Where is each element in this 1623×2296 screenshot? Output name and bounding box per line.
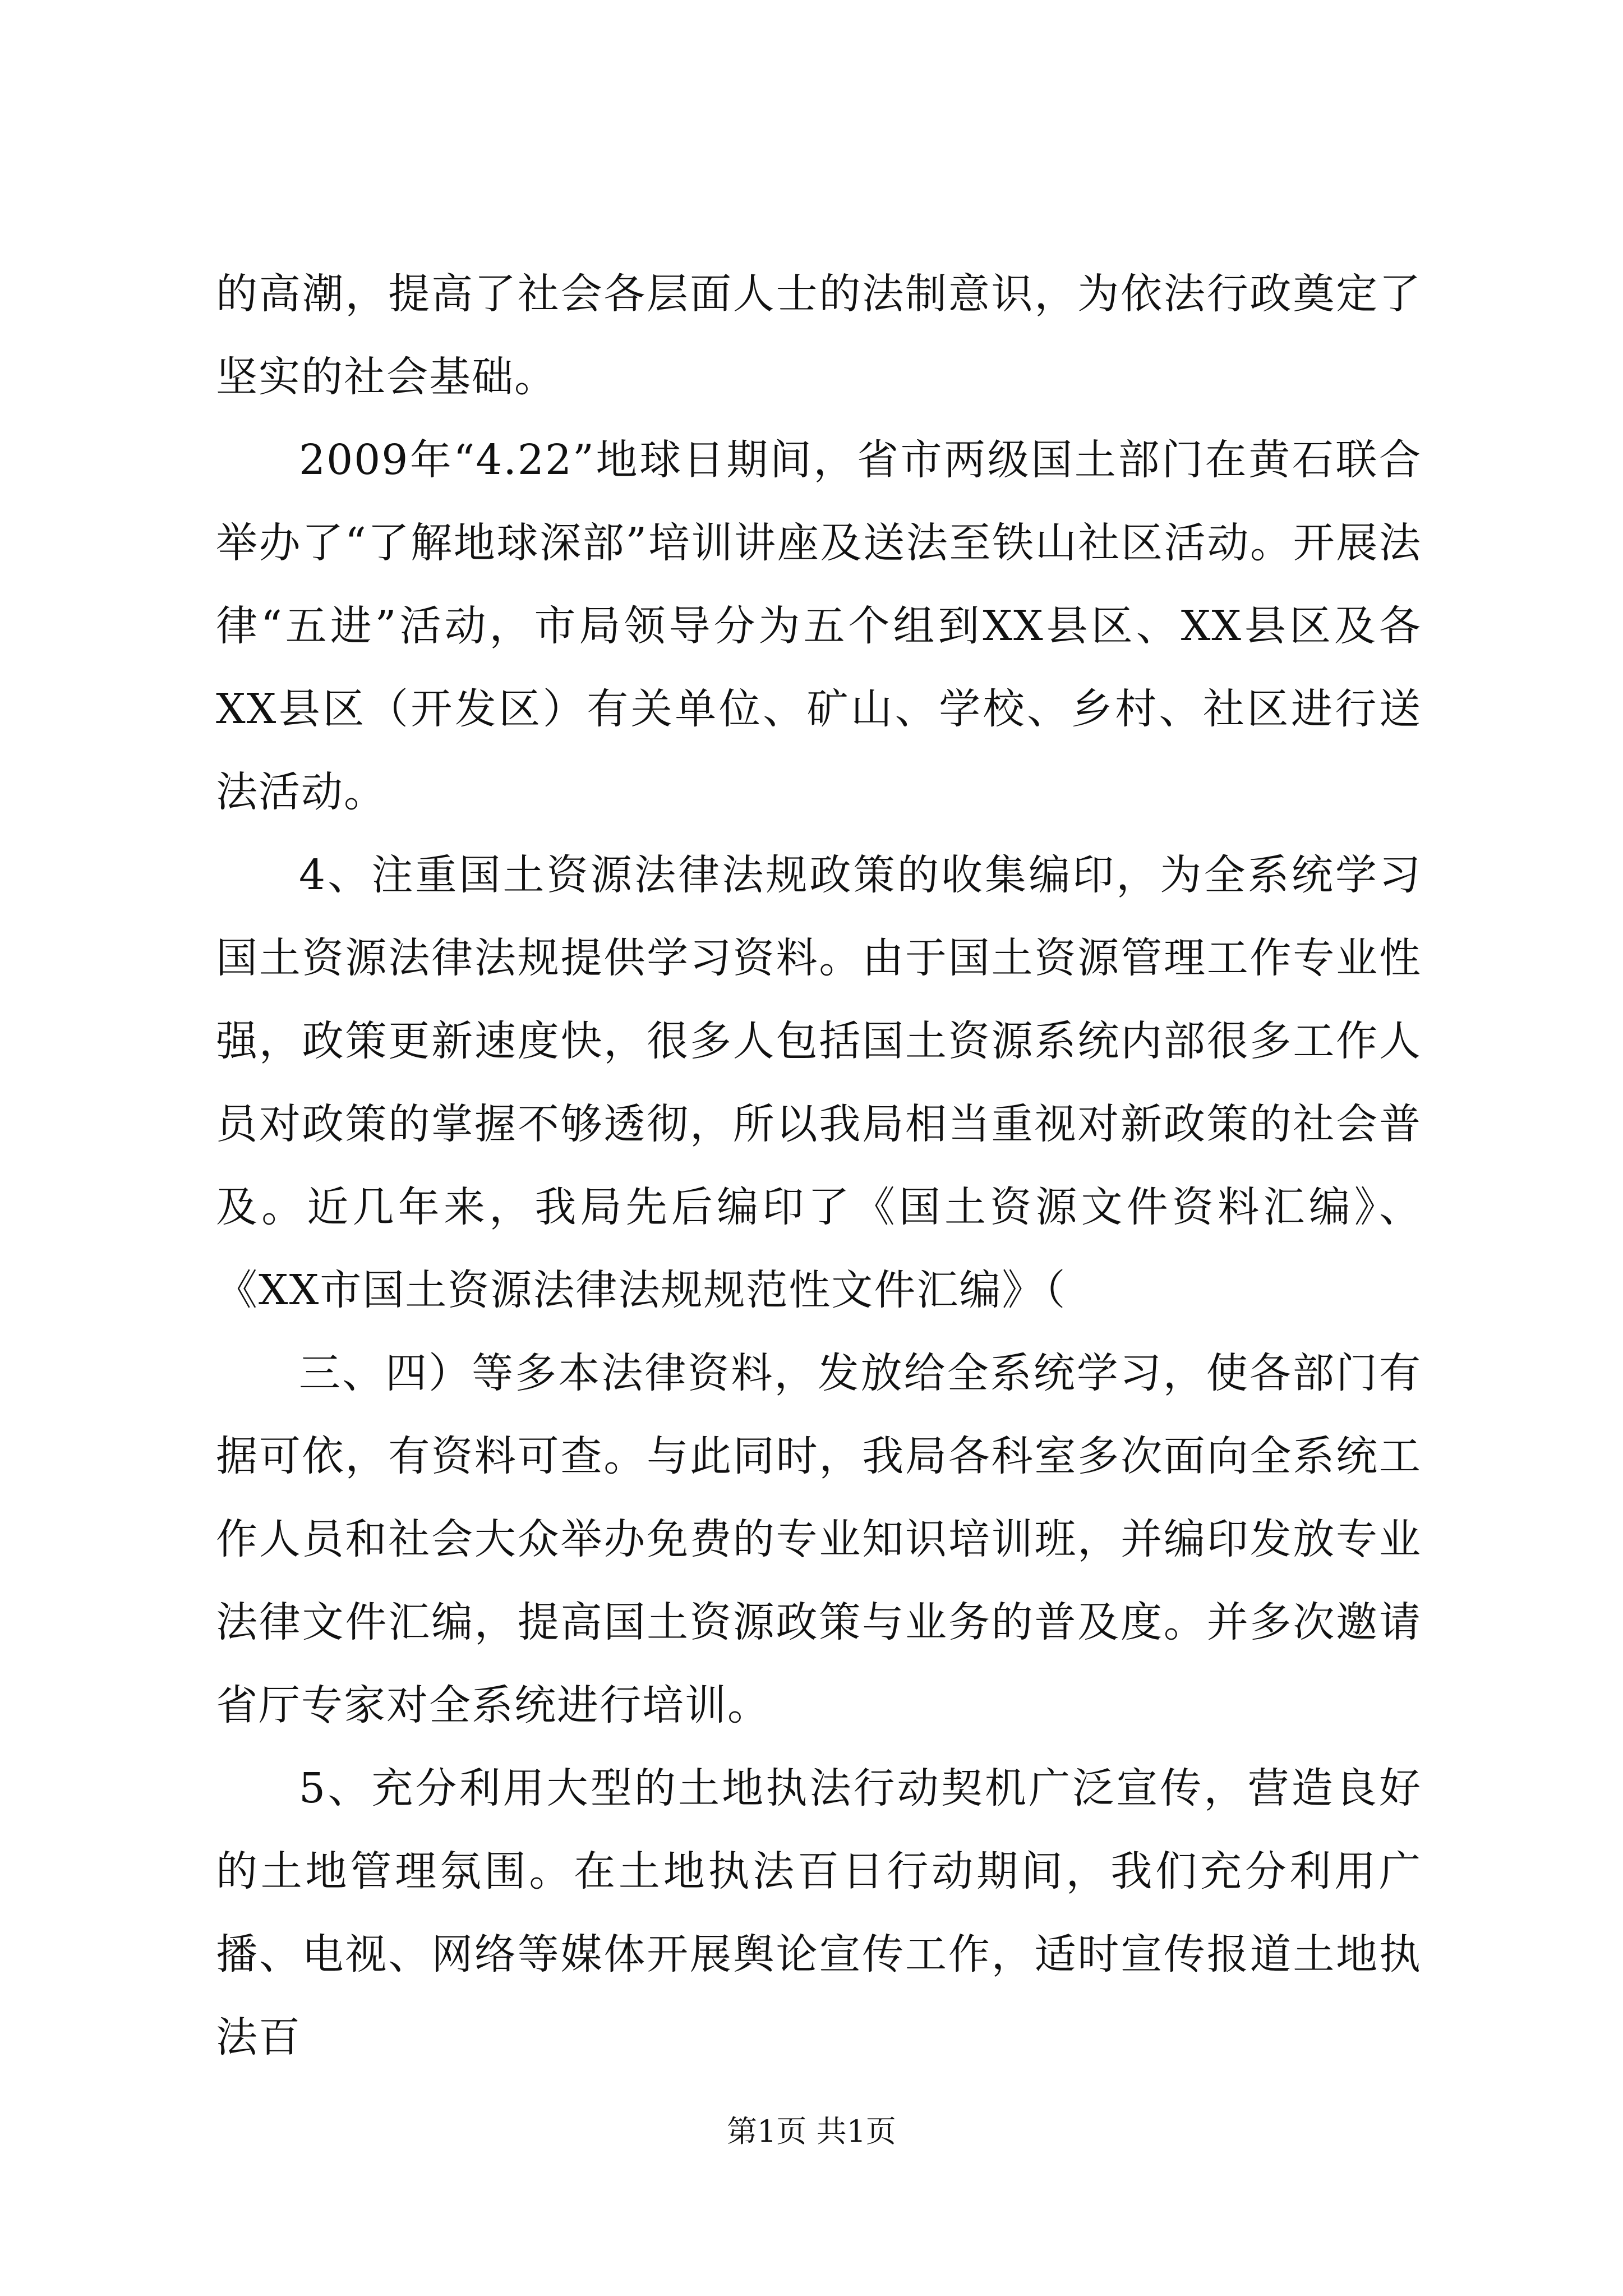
paragraph-4: 三、四）等多本法律资料，发放给全系统学习，使各部门有据可依，有资料可查。与此同时，我局各科室多次面向全系统工作人员和社会大众举办免费的专业知识培训班，并编印发放专业法律文件汇编，提高国土资源政策与业务的普及度。并多次邀请省厅专家对全系统进行培训。: [216, 1349, 1422, 1729]
document-body: [216, 252, 1422, 2079]
paragraph-1: 的高潮，提高了社会各层面人士的法制意识，为依法行政奠定了坚实的社会基础。: [216, 270, 1422, 401]
paragraph-3: 4、注重国土资源法律法规政策的收集编印，为全系统学习国土资源法律法规提供学习资料。由于国土资源管理工作专业性强，政策更新速度快，很多人包括国土资源系统内部很多工作人员对政策的掌握不够透彻，所以我局相当重视对新政策的社会普及。近几年来，我局先后编印了《国土资源文件资料汇编》、《XX市国土资源法律法规规范性文件汇编》（: [216, 851, 1422, 1314]
paragraph-2: 2009年“4.22”地球日期间，省市两级国土部门在黄石联合举办了“了解地球深部”培训讲座及送法至铁山社区活动。开展法律“五进”活动，市局领导分为五个组到XX县区、XX县区及各XX县区（开发区）有关单位、矿山、学校、乡村、社区进行送法活动。: [216, 436, 1422, 816]
page-footer: 第1页 共1页: [727, 2114, 896, 2149]
paragraph-5: 5、充分利用大型的土地执法行动契机广泛宣传，营造良好的土地管理氛围。在土地执法百日行动期间，我们充分利用广播、电视、网络等媒体开展舆论宣传工作，适时宣传报道土地执法百: [216, 1764, 1422, 2062]
